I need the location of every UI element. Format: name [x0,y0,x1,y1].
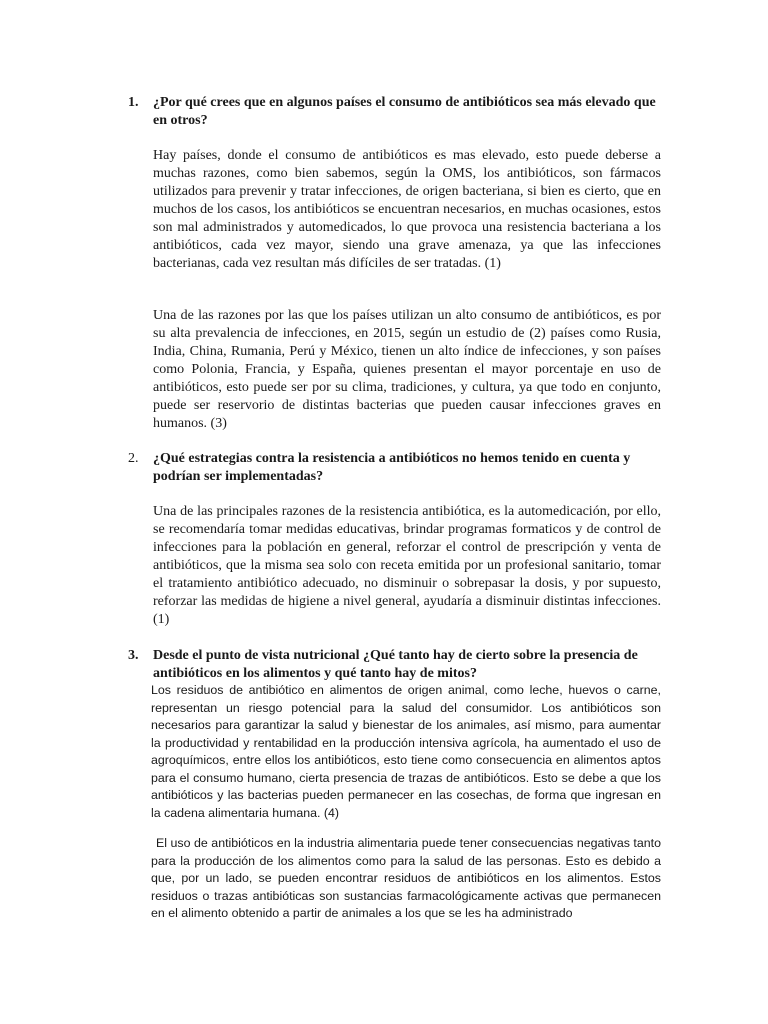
answer-paragraph: Los residuos de antibiótico en alimentos de origen animal, como leche, huevos o carne, representan un riesgo potencial para la salud del consumidor. Los antibióticos son necesarios para garantizar la salud y bienestar de los animales, así mismo, para aumentar la productividad y rentabilidad en la producción intensiva agrícola, ha aumentado el uso de agroquímicos, entre ellos los antibióticos, esto tiene como consecuencia en alimentos aptos para el consumo humano, cierta presencia de trazas de antibióticos. Esto se debe a que los antibióticos y las bacterias pueden permanecer en las cosechas, de forma que ingresan en la cadena alimentaria humana. (4) [151,683,661,820]
answer-paragraph: El uso de antibióticos en la industria alimentaria puede tener consecuencias negativas tanto para la producción de los alimentos como para la salud de las personas. Esto es debido a que, por un lado, se pueden encontrar residuos de antibióticos en los alimentos. Estos residuos o trazas antibióticas son sustancias farmacológicamente activas que permanecen en el alimento obtenido a partir de animales a los que se les ha administrado [151,836,661,920]
answer-paragraph: Una de las razones por las que los países utilizan un alto consumo de antibióticos, es por su alta prevalencia de infecciones, en 2015, según un estudio de (2) países como Rusia, India, China, Rumania, Perú y México, tienen un alto índice de infecciones, y son países como Polonia, Francia, y España, quienes presentan el mayor porcentaje en uso de antibióticos, esto puede ser por su clima, tradiciones, y cultura, ya que todo en conjunto, puede ser reservorio de distintas bacterias que pueden causar infecciones graves en humanos. (3) [153,308,661,431]
question-number: 1. [128,95,139,110]
question-number: 3. [128,648,139,663]
question-title: ¿Por qué crees que en algunos países el consumo de antibióticos sea más elevado que en otros? [153,95,656,128]
question-number: 2. [128,451,139,466]
question-title: Desde el punto de vista nutricional ¿Qué tanto hay de cierto sobre la presencia de antibióticos en los alimentos y qué tanto hay de mitos? [153,648,638,681]
answer-paragraph: Una de las principales razones de la resistencia antibiótica, es la automedicación, por ello, se recomendaría tomar medidas educativas, brindar programas formaticos y de control de infecciones para la población en general, reforzar el control de prescripción y venta de antibióticos, que la misma sea solo con receta emitida por un profesional sanitario, tomar el tratamiento antibiótico adecuado, no disminuir o sobrepasar la dosis, y por supuesto, reforzar las medidas de higiene a nivel general, ayudaría a disminuir distintas infecciones. (1) [153,504,661,627]
question-title: ¿Qué estrategias contra la resistencia a antibióticos no hemos tenido en cuenta y podrían ser implementadas? [153,451,631,484]
answer-paragraph: Hay países, donde el consumo de antibióticos es mas elevado, esto puede deberse a muchas razones, como bien sabemos, según la OMS, los antibióticos, son fármacos utilizados para prevenir y tratar infecciones, de origen bacteriana, si bien es cierto, que en muchos de los casos, los antibióticos se encuentran necesarios, en muchas ocasiones, estos son mal administrados y automedicados, lo que provoca una resistencia bacteriana a los antibióticos, cada vez mayor, siendo una grave amenaza, ya que las infecciones bacterianas, cada vez resultan más difíciles de ser tratadas. (1) [153,148,661,271]
